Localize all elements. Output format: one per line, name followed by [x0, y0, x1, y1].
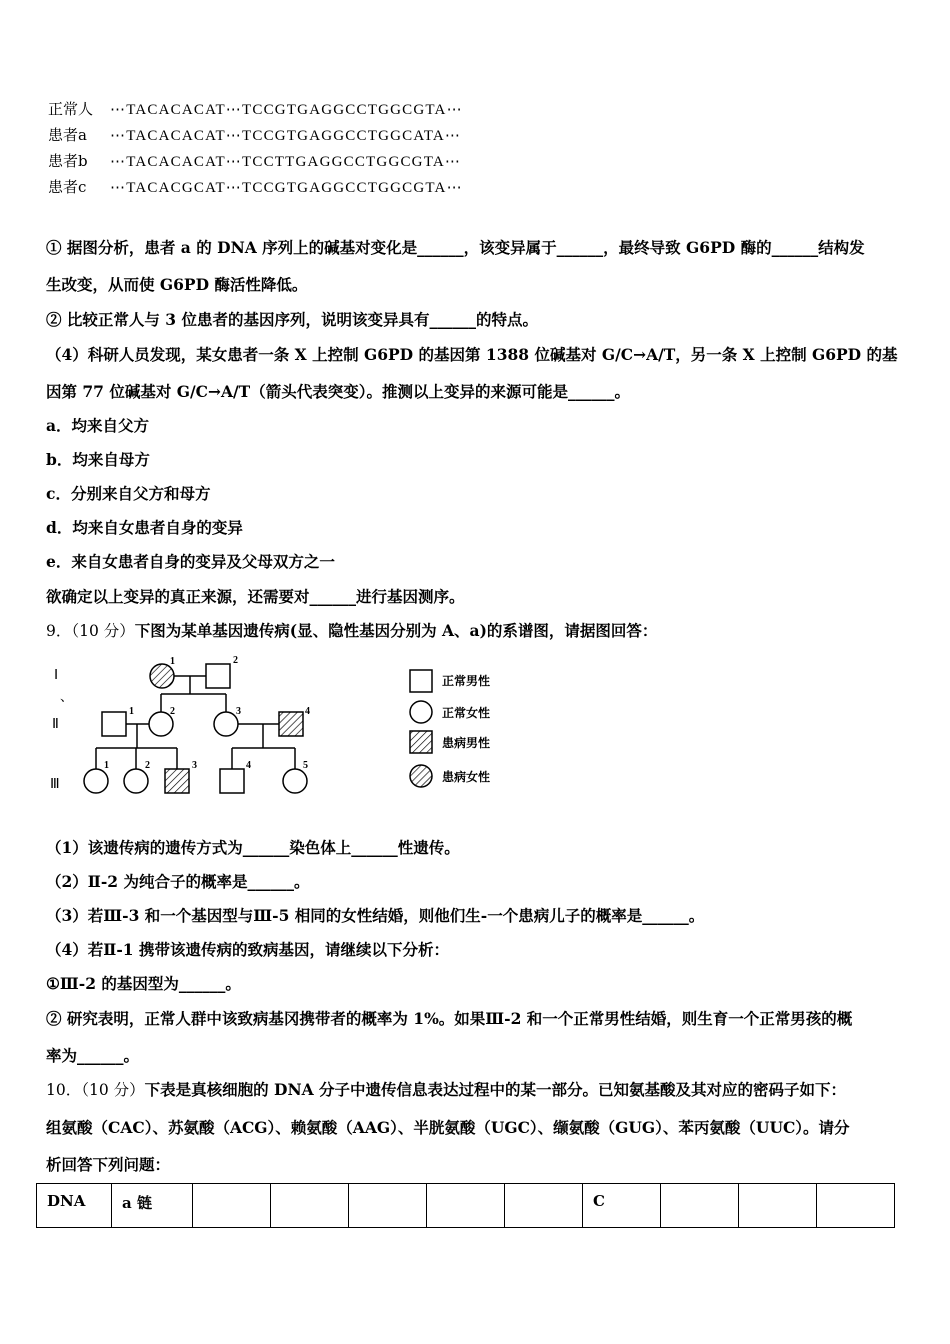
sequence-row-patient-c [48, 174, 463, 200]
table-cell: a 链 [112, 1184, 193, 1228]
sequence-comparison [48, 96, 463, 200]
legend-normal-male-symbol [410, 670, 432, 692]
q10-line3: 析回答下列问题： [46, 1155, 171, 1174]
table-cell [427, 1184, 505, 1228]
q8-part4-line2: 因第 77 位碱基对 G/C→A/T（箭头代表突变）。推测以上变异的来源可能是______。 [46, 382, 630, 401]
option-d: d．均来自女患者自身的变异 [46, 518, 243, 537]
q8-part1-line1: ① 据图分析，患者 a 的 DNA 序列上的碱基对变化是______，该变异属于______，最终导致 G6PD 酶的______结构发 [46, 238, 865, 257]
q8-part4-line1: （4）科研人员发现，某女患者一条 X 上控制 G6PD 的基因第 1388 位碱基对 G/C→A/T，另一条 X 上控制 G6PD 的基 [46, 345, 898, 364]
q9-sub4b-line1: ② 研究表明，正常人群中该致病基冈携带者的概率为 1%。如果Ⅲ-2 和一个正常男性结婚，则生育一个正常男孩的概 [46, 1009, 853, 1028]
table-cell [505, 1184, 583, 1228]
table-cell [661, 1184, 739, 1228]
q8-part2: ② 比较正常人与 3 位患者的基因序列，说明该变异具有______的特点。 [46, 310, 538, 329]
option-b: b．均来自母方 [46, 450, 150, 469]
sequence-label: 患者c [48, 178, 87, 196]
legend-affected-male-label: 患病男性 [442, 736, 491, 750]
question-number: 9．（10 分） [46, 622, 135, 640]
normal-female-II-3 [214, 712, 238, 736]
individual-number: 1 [104, 760, 109, 771]
q8-confirm-source: 欲确定以上变异的真正来源，还需要对______进行基因测序。 [46, 587, 465, 606]
table-cell: C [583, 1184, 661, 1228]
option-c: c．分别来自父方和母方 [46, 484, 211, 503]
sequence-text: ⋯TACACGCAT⋯TCCGTGAGGCCTGGCGTA⋯ [110, 180, 463, 196]
affected-male-III-3 [165, 769, 189, 793]
generation-label-2: Ⅱ [52, 717, 59, 732]
normal-male-III-4 [220, 769, 244, 793]
table-cell [739, 1184, 817, 1228]
individual-number: 5 [303, 760, 308, 771]
pedigree-chart [46, 652, 516, 802]
table-row [37, 1184, 895, 1228]
question-number: 10．（10 分） [46, 1081, 145, 1099]
individual-number: 3 [192, 760, 197, 771]
legend-affected-male-symbol [410, 731, 432, 753]
affected-female-I-1 [150, 664, 174, 688]
table-cell [271, 1184, 349, 1228]
individual-number: 2 [145, 760, 150, 771]
q9-sub1: （1）该遗传病的遗传方式为______染色体上______性遗传。 [46, 838, 460, 857]
individual-number: 1 [129, 706, 134, 717]
q10-line2: 组氨酸（CAC）、苏氨酸（ACG）、赖氨酸（AAG）、半胱氨酸（UGC）、缬氨酸（GUG）、苯丙氨酸（UUC）。请分 [46, 1118, 850, 1137]
normal-female-III-2 [124, 769, 148, 793]
sequence-label: 正常人 [48, 100, 94, 118]
q9-sub4b-line2: 率为______。 [46, 1046, 140, 1065]
legend-affected-female-label: 患病女性 [442, 770, 491, 784]
q9-sub3: （3）若Ⅲ-3 和一个基因型与Ⅲ-5 相同的女性结婚，则他们生-一个患病儿子的概率是______。 [46, 906, 705, 925]
sequence-row-normal [48, 96, 463, 122]
question-title: 下图为某单基因遗传病(显、隐性基因分别为 A、a)的系谱图，请据图回答： [134, 621, 658, 640]
dna-table [36, 1183, 895, 1228]
q9-heading [46, 619, 657, 641]
sequence-row-patient-a [48, 122, 463, 148]
legend-normal-female-symbol [410, 701, 432, 723]
table-cell [349, 1184, 427, 1228]
generation-comma: 、 [60, 690, 74, 705]
sequence-row-patient-b [48, 148, 463, 174]
table-cell [817, 1184, 895, 1228]
individual-number: 2 [233, 655, 238, 666]
q10-heading [46, 1078, 846, 1100]
q9-sub2: （2）Ⅱ-2 为纯合子的概率是______。 [46, 872, 310, 891]
individual-number: 3 [236, 706, 241, 717]
q9-sub4a: ①Ⅲ-2 的基因型为______。 [46, 974, 241, 993]
legend-affected-female-symbol [410, 765, 432, 787]
option-e: e．来自女患者自身的变异及父母双方之一 [46, 552, 335, 571]
q10-line1: 下表是真核细胞的 DNA 分子中遗传信息表达过程中的某一部分。已知氨基酸及其对应的密码子如下： [144, 1080, 847, 1099]
individual-number: 4 [246, 760, 251, 771]
generation-label-1: Ⅰ [54, 668, 59, 683]
generation-label-3: Ⅲ [50, 777, 60, 792]
legend-normal-male-label: 正常男性 [442, 674, 491, 688]
q8-part1-line2: 生改变，从而使 G6PD 酶活性降低。 [46, 275, 308, 294]
table-cell [193, 1184, 271, 1228]
sequence-label: 患者b [48, 152, 88, 170]
q9-sub4: （4）若Ⅱ-1 携带该遗传病的致病基因，请继续以下分析： [46, 940, 449, 959]
sequence-text: ⋯TACACACAT⋯TCCTTGAGGCCTGGCGTA⋯ [110, 154, 462, 170]
option-a: a．均来自父方 [46, 416, 150, 435]
individual-number: 2 [170, 706, 175, 717]
normal-female-III-1 [84, 769, 108, 793]
legend-normal-female-label: 正常女性 [442, 706, 491, 720]
sequence-label: 患者a [48, 126, 87, 144]
individual-number: 4 [305, 706, 310, 717]
sequence-text: ⋯TACACACAT⋯TCCGTGAGGCCTGGCGTA⋯ [110, 102, 463, 118]
sequence-text: ⋯TACACACAT⋯TCCGTGAGGCCTGGCATA⋯ [110, 128, 462, 144]
individual-number: 1 [170, 656, 175, 667]
affected-male-II-4 [279, 712, 303, 736]
normal-male-II-1 [102, 712, 126, 736]
table-cell: DNA [37, 1184, 112, 1228]
normal-male-I-2 [206, 664, 230, 688]
normal-female-III-5 [283, 769, 307, 793]
